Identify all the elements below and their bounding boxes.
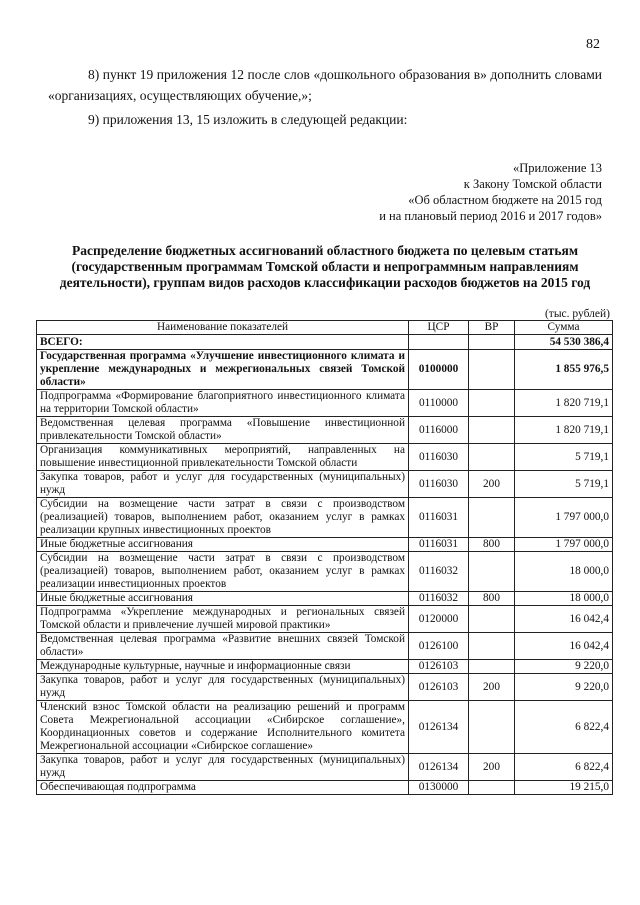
cell-name: Государственная программа «Улучшение инвестиционного климата и укрепление международных и межрегиональных связей Томской области» bbox=[37, 350, 409, 390]
cell-csr: 0126134 bbox=[409, 701, 469, 754]
cell-csr: 0126103 bbox=[409, 674, 469, 701]
cell-sum: 1 820 719,1 bbox=[515, 417, 613, 444]
appendix-header bbox=[379, 160, 602, 224]
cell-name: Закупка товаров, работ и услуг для государственных (муниципальных) нужд bbox=[37, 471, 409, 498]
cell-csr: 0126103 bbox=[409, 660, 469, 674]
total-csr bbox=[409, 335, 469, 350]
cell-name: Обеспечивающая подпрограмма bbox=[37, 781, 409, 795]
cell-sum: 1 797 000,0 bbox=[515, 538, 613, 552]
table-row bbox=[37, 552, 613, 592]
cell-sum: 18 000,0 bbox=[515, 552, 613, 592]
cell-vr: 800 bbox=[469, 592, 515, 606]
cell-name: Субсидии на возмещение части затрат в связи с производством (реализацией) товаров, выполнением работ, оказанием услуг в рамках реализации инвестиционных проектов bbox=[37, 552, 409, 592]
table-row bbox=[37, 633, 613, 660]
cell-sum: 16 042,4 bbox=[515, 606, 613, 633]
cell-sum: 6 822,4 bbox=[515, 754, 613, 781]
cell-csr: 0126100 bbox=[409, 633, 469, 660]
cell-name: Иные бюджетные ассигнования bbox=[37, 592, 409, 606]
cell-name: Закупка товаров, работ и услуг для государственных (муниципальных) нужд bbox=[37, 674, 409, 701]
table-row-total bbox=[37, 335, 613, 350]
cell-name: Субсидии на возмещение части затрат в связи с производством (реализацией) товаров, выполнением работ, оказанием услуг в рамках реализации крупных инвестиционных проектов bbox=[37, 498, 409, 538]
header-name: Наименование показателей bbox=[37, 321, 409, 335]
budget-table bbox=[36, 320, 613, 795]
table-row bbox=[37, 538, 613, 552]
cell-csr: 0116032 bbox=[409, 552, 469, 592]
total-vr bbox=[469, 335, 515, 350]
cell-vr bbox=[469, 633, 515, 660]
header-csr: ЦСР bbox=[409, 321, 469, 335]
cell-vr bbox=[469, 390, 515, 417]
table-row bbox=[37, 754, 613, 781]
total-sum: 54 530 386,4 bbox=[515, 335, 613, 350]
appendix-line-3: «Об областном бюджете на 2015 год bbox=[408, 193, 602, 207]
cell-vr: 200 bbox=[469, 674, 515, 701]
cell-csr: 0116031 bbox=[409, 538, 469, 552]
cell-name: Иные бюджетные ассигнования bbox=[37, 538, 409, 552]
appendix-line-4: и на плановый период 2016 и 2017 годов» bbox=[379, 209, 602, 223]
document-title: Распределение бюджетных ассигнований областного бюджета по целевым статьям (государственным программам Томской области и непрограммным направлениям деятельности), группам видов расходов классификации расходов бюджетов на 2015 год bbox=[59, 243, 591, 290]
cell-sum: 5 719,1 bbox=[515, 471, 613, 498]
cell-name: Подпрограмма «Формирование благоприятного инвестиционного климата на территории Томской области» bbox=[37, 390, 409, 417]
cell-csr: 0120000 bbox=[409, 606, 469, 633]
cell-vr bbox=[469, 660, 515, 674]
page-number: 82 bbox=[586, 37, 600, 52]
cell-sum: 9 220,0 bbox=[515, 660, 613, 674]
cell-csr: 0116030 bbox=[409, 471, 469, 498]
cell-name: Организация коммуникативных мероприятий, направленных на повышение инвестиционной привлекательности Томской области bbox=[37, 444, 409, 471]
header-vr: ВР bbox=[469, 321, 515, 335]
table-header-row bbox=[37, 321, 613, 335]
cell-sum: 1 797 000,0 bbox=[515, 498, 613, 538]
cell-vr bbox=[469, 498, 515, 538]
cell-sum: 19 215,0 bbox=[515, 781, 613, 795]
appendix-line-1: «Приложение 13 bbox=[513, 161, 602, 175]
table-row bbox=[37, 660, 613, 674]
cell-csr: 0116031 bbox=[409, 498, 469, 538]
cell-csr: 0116030 bbox=[409, 444, 469, 471]
cell-vr bbox=[469, 606, 515, 633]
cell-name: Ведомственная целевая программа «Развитие внешних связей Томской области» bbox=[37, 633, 409, 660]
cell-name: Подпрограмма «Укрепление международных и региональных связей Томской области и привлечение лучшей мировой практики» bbox=[37, 606, 409, 633]
header-sum: Сумма bbox=[515, 321, 613, 335]
table-row bbox=[37, 498, 613, 538]
unit-label: (тыс. рублей) bbox=[544, 308, 610, 320]
cell-sum: 1 820 719,1 bbox=[515, 390, 613, 417]
cell-vr: 200 bbox=[469, 754, 515, 781]
table-row bbox=[37, 444, 613, 471]
cell-name: Членский взнос Томской области на реализацию решений и программ Совета Межрегиональной ассоциации «Сибирское соглашение», Координационных советов и содержание Исполнительного комитета Межрегиональной ассоциации «Сибирское соглашение» bbox=[37, 701, 409, 754]
cell-vr: 200 bbox=[469, 471, 515, 498]
cell-vr bbox=[469, 781, 515, 795]
table-row bbox=[37, 350, 613, 390]
cell-sum: 5 719,1 bbox=[515, 444, 613, 471]
cell-sum: 16 042,4 bbox=[515, 633, 613, 660]
cell-csr: 0130000 bbox=[409, 781, 469, 795]
cell-csr: 0100000 bbox=[409, 350, 469, 390]
cell-vr bbox=[469, 552, 515, 592]
cell-name: Международные культурные, научные и информационные связи bbox=[37, 660, 409, 674]
paragraph-item-8: 8) пункт 19 приложения 12 после слов «дошкольного образования в» дополнить словами «организациях, осуществляющих обучение,»; bbox=[48, 67, 602, 103]
table-row bbox=[37, 390, 613, 417]
cell-csr: 0116032 bbox=[409, 592, 469, 606]
cell-vr bbox=[469, 444, 515, 471]
table-row bbox=[37, 701, 613, 754]
cell-vr bbox=[469, 701, 515, 754]
cell-name: Ведомственная целевая программа «Повышение инвестиционной привлекательности Томской области» bbox=[37, 417, 409, 444]
cell-vr bbox=[469, 417, 515, 444]
cell-csr: 0126134 bbox=[409, 754, 469, 781]
cell-vr: 800 bbox=[469, 538, 515, 552]
cell-sum: 18 000,0 bbox=[515, 592, 613, 606]
table-row bbox=[37, 471, 613, 498]
table-row bbox=[37, 781, 613, 795]
cell-sum: 6 822,4 bbox=[515, 701, 613, 754]
cell-csr: 0110000 bbox=[409, 390, 469, 417]
cell-sum: 9 220,0 bbox=[515, 674, 613, 701]
cell-sum: 1 855 976,5 bbox=[515, 350, 613, 390]
table-row bbox=[37, 674, 613, 701]
table-row bbox=[37, 417, 613, 444]
cell-name: Закупка товаров, работ и услуг для государственных (муниципальных) нужд bbox=[37, 754, 409, 781]
appendix-line-2: к Закону Томской области bbox=[463, 177, 602, 191]
cell-vr bbox=[469, 350, 515, 390]
paragraph-item-9: 9) приложения 13, 15 изложить в следующей редакции: bbox=[88, 112, 408, 127]
table-row bbox=[37, 592, 613, 606]
cell-csr: 0116000 bbox=[409, 417, 469, 444]
total-label: ВСЕГО: bbox=[37, 335, 409, 350]
table-row bbox=[37, 606, 613, 633]
